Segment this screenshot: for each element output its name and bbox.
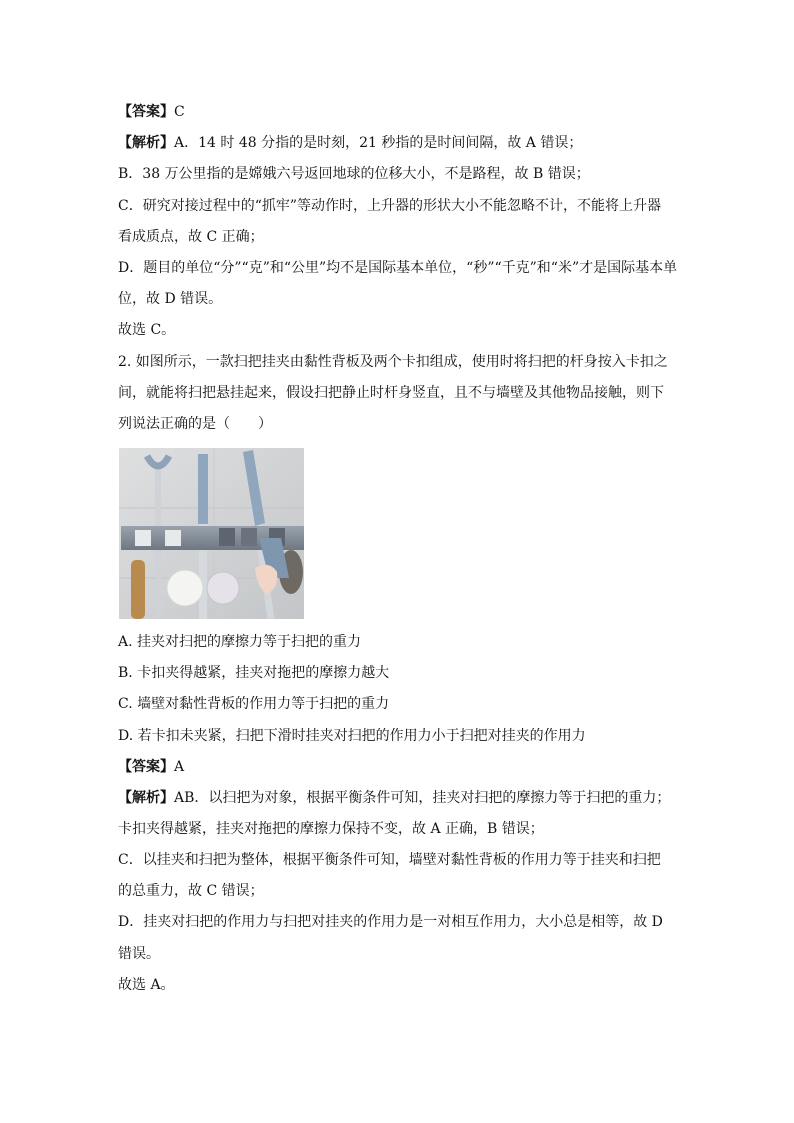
q2-analysis-line-6: 错误。 [118,946,160,962]
q2-analysis-label: 【解析】 [118,790,174,806]
q2-conclusion: 故选 A。 [118,977,175,993]
q2-option-c: C. 墙壁对黏性背板的作用力等于扫把的重力 [118,696,390,712]
q2-stem-line-2: 间，就能将扫把悬挂起来，假设扫把静止时杆身竖直，且不与墙壁及其他物品接触，则下 [118,385,664,401]
q2-analysis-line-4: 的总重力，故 C 错误； [118,883,264,899]
q2-analysis-line-3: C．以挂夹和扫把为整体，根据平衡条件可知，墙壁对黏性背板的作用力等于挂夹和扫把 [118,852,661,868]
mop-holder-photo [119,448,304,619]
q1-analysis-line-3: C．研究对接过程中的“抓牢”等动作时，上升器的形状大小不能忽略不计，不能将上升器 [118,198,662,214]
q1-answer [118,102,185,122]
q2-stem-line-1: 2. 如图所示，一款扫把挂夹由黏性背板及两个卡扣组成，使用时将扫把的杆身按入卡扣之 [118,354,668,370]
q2-option-a: A. 挂夹对扫把的摩擦力等于扫把的重力 [118,634,362,650]
q2-answer-value: A [174,759,185,775]
q2-analysis-line-5: D．挂夹对扫把的作用力与扫把对挂夹的作用力是一对相互作用力，大小总是相等，故 D [118,914,663,930]
q1-conclusion: 故选 C。 [118,322,176,338]
q2-analysis-line-2: 卡扣夹得越紧，挂夹对拖把的摩擦力保持不变，故 A 正确，B 错误； [118,821,544,837]
q1-analysis-line-6: 位，故 D 错误。 [118,291,223,307]
q1-analysis-line-2: B．38 万公里指的是嫦娥六号返回地球的位移大小，不是路程，故 B 错误； [118,166,590,182]
q2-stem-line-3: 列说法正确的是（ ） [118,416,272,432]
q1-analysis-line-4: 看成质点，故 C 正确； [118,229,264,245]
q1-analysis-line-5: D．题目的单位“分”“克”和“公里”均不是国际基本单位，“秒”“千克”和“米”才是国际基本单 [118,260,678,276]
q1-answer-label: 【答案】 [118,104,174,120]
q1-answer-value: C [174,104,185,120]
q2-answer [118,757,184,777]
mop-holder-illustration [119,448,304,619]
q2-option-b: B. 卡扣夹得越紧，挂夹对拖把的摩擦力越大 [118,665,390,681]
q2-analysis-line-1: 【解析】AB．以扫把为对象，根据平衡条件可知，挂夹对扫把的摩擦力等于扫把的重力； [118,790,671,806]
q1-analysis-label: 【解析】 [118,135,174,151]
q2-option-d: D. 若卡扣未夹紧，扫把下滑时挂夹对扫把的作用力小于扫把对挂夹的作用力 [118,728,586,744]
q2-answer-label: 【答案】 [118,759,174,775]
q1-analysis-line-1: 【解析】A．14 时 48 分指的是时刻，21 秒指的是时间间隔，故 A 错误； [118,135,583,151]
